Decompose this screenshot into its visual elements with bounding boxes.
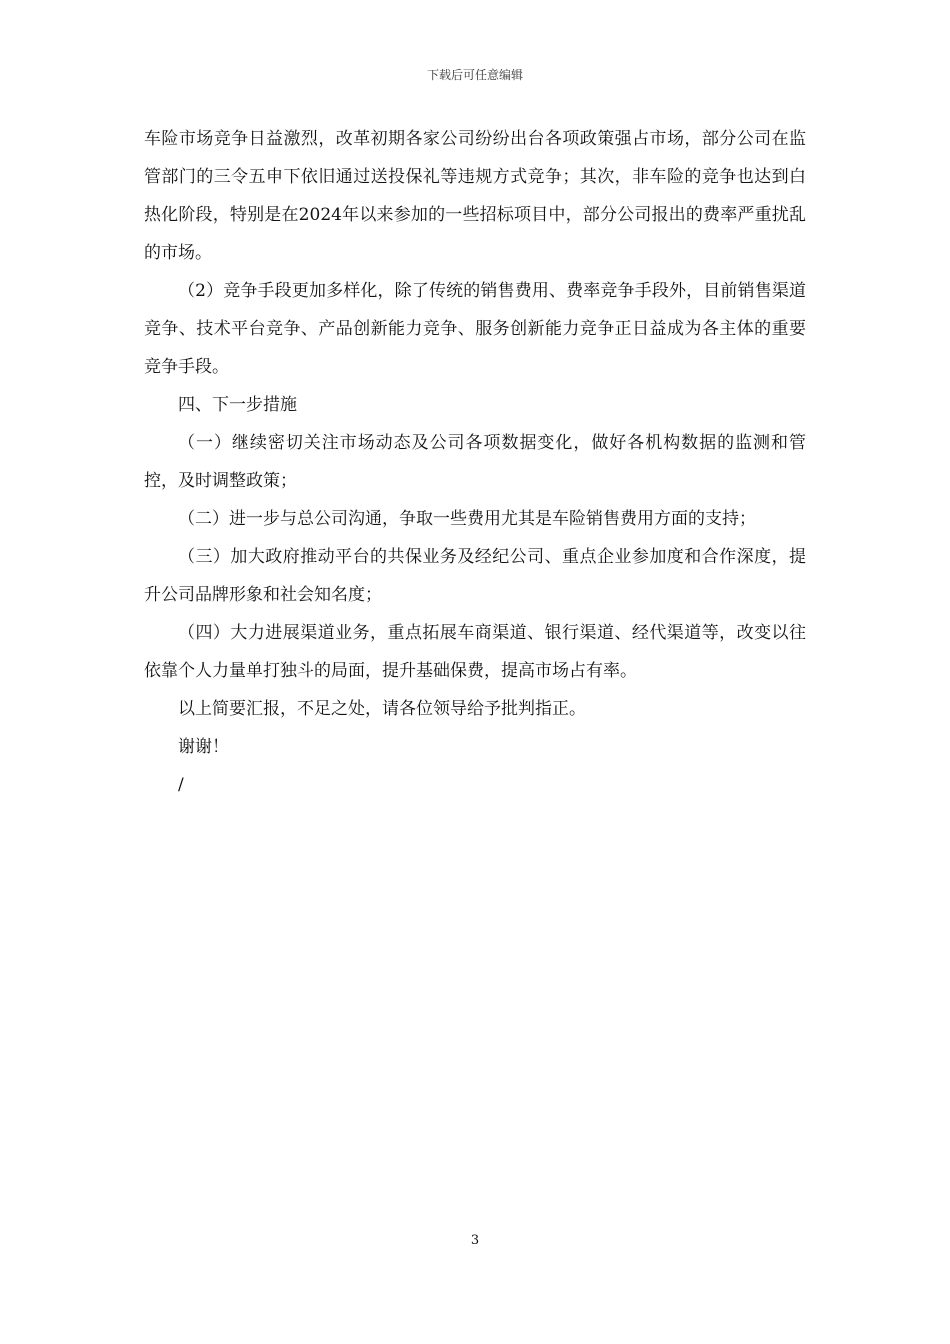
page-number: 3 bbox=[470, 1233, 480, 1248]
trailing-slash: / bbox=[178, 775, 184, 795]
closing-remark: 以上简要汇报，不足之处，请各位领导给予批判指正。 bbox=[178, 699, 586, 719]
paragraph-market-competition: 车险市场竞争日益激烈，改革初期各家公司纷纷出台各项政策强占市场，部分公司在监管部门的三令五申下依旧通过送投保礼等违规方式竞争；其次，非车险的竞争也达到白热化阶段，特别是在2024年以来参加的一些招标项目中，部分公司报出的费率严重扰乱的市场。 bbox=[144, 129, 806, 263]
page-header: 下载后可任意编辑 bbox=[426, 68, 523, 82]
measure-item-3: （三）加大政府推动平台的共保业务及经纪公司、重点企业参加度和合作深度，提升公司品牌形象和社会知名度； bbox=[144, 547, 806, 605]
paragraph-competition-means: （2）竞争手段更加多样化，除了传统的销售费用、费率竞争手段外，目前销售渠道竞争、技术平台竞争、产品创新能力竞争、服务创新能力竞争正日益成为各主体的重要竞争手段。 bbox=[144, 281, 806, 377]
measure-item-2: （二）进一步与总公司沟通，争取一些费用尤其是车险销售费用方面的支持； bbox=[178, 509, 756, 529]
thanks-line: 谢谢！ bbox=[178, 737, 229, 757]
document-body bbox=[144, 120, 806, 804]
measure-item-1: （一）继续密切关注市场动态及公司各项数据变化，做好各机构数据的监测和管控，及时调整政策； bbox=[144, 433, 806, 491]
measure-item-4: （四）大力进展渠道业务，重点拓展车商渠道、银行渠道、经代渠道等，改变以往依靠个人力量单打独斗的局面，提升基础保费，提高市场占有率。 bbox=[144, 623, 806, 681]
section-heading-next-steps: 四、下一步措施 bbox=[178, 395, 297, 415]
